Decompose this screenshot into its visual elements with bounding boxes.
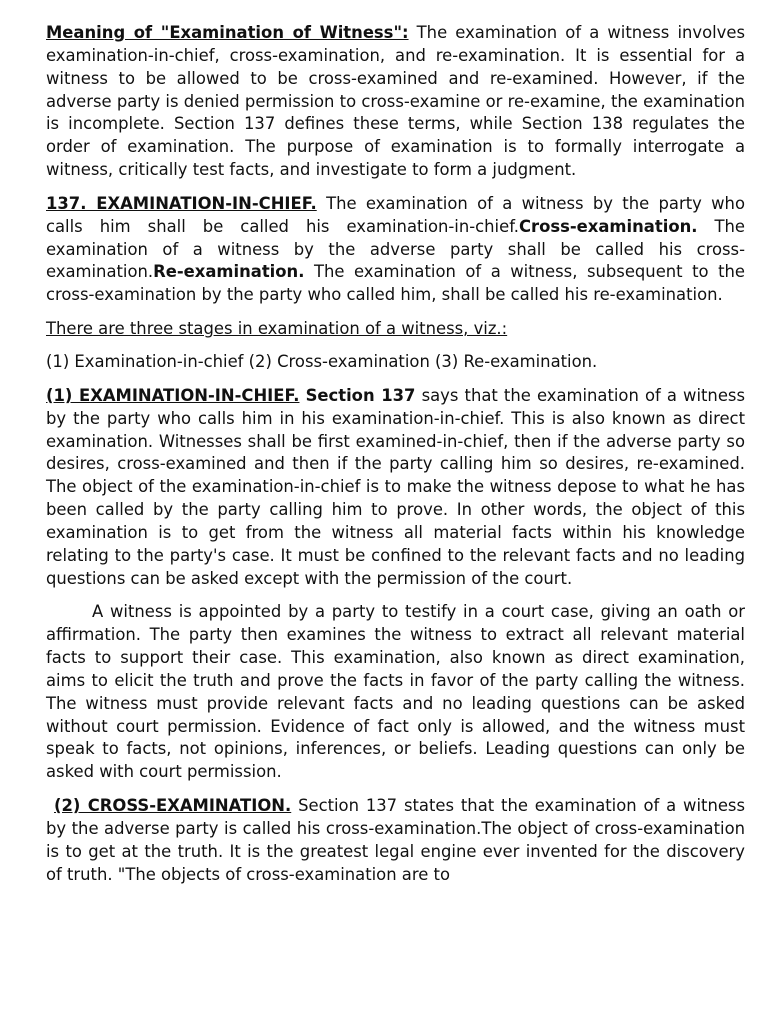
cross-examination-paragraph [46, 795, 745, 886]
re-examination-term: Re-examination. [153, 262, 305, 282]
stages-list-paragraph [46, 351, 745, 374]
meaning-paragraph [46, 22, 745, 182]
examination-in-chief-paragraph [46, 385, 745, 591]
witness-appointed-paragraph [46, 601, 745, 784]
section-137-paragraph [46, 193, 745, 307]
stages-list: (1) Examination-in-chief (2) Cross-examination (3) Re-examination. [46, 351, 598, 371]
cross-examination-body: Section 137 states that the examination of a witness by the adverse party is called his cross-examination.The object of cross-examination is to get at the truth. It is the greatest legal engine ever invented for the discovery of truth. "The objects of cross-examination are to [46, 796, 745, 884]
section-137-chief-text: The examination of a witness by the party who calls him shall be called his examination-in-chief. [46, 193, 745, 236]
meaning-body: The examination of a witness involves examination-in-chief, cross-examination, and re-examination. It is essential for a witness to be allowed to be cross-examined and re-examined. However, if the adverse party is denied permission to cross-examine or re-examine, the examination is incomplete. Section 137 defines these terms, while Section 138 regulates the order of examination. The purpose of examination is to formally interrogate a witness, critically test facts, and investigate to form a judgment. [46, 23, 745, 180]
section-137-reference: Section 137 [305, 385, 416, 405]
witness-appointed-body: A witness is appointed by a party to testify in a court case, giving an oath or affirmation. The party then examines the witness to extract all relevant material facts to support their case. This examination, also known as direct examination, aims to elicit the truth and prove the facts in favor of the party calling the witness. The witness must provide relevant facts and no leading questions can be asked without court permission. Evidence of fact only is allowed, and the witness must speak to facts, not opinions, inferences, or beliefs. Leading questions can only be asked with court permission. [46, 602, 745, 782]
section-137-cross-text: The examination of a witness by the adverse party shall be called his cross-examination. [46, 216, 746, 282]
cross-examination-heading-text: (2) CROSS-EXAMINATION. [54, 796, 292, 816]
section-137-re-text: The examination of a witness, subsequent to the cross-examination by the party who called him, shall be called his re-examination. [46, 262, 745, 305]
cross-examination-heading [46, 796, 291, 815]
stages-lead-paragraph [46, 318, 745, 341]
examination-in-chief-heading: (1) EXAMINATION-IN-CHIEF. [46, 385, 300, 405]
meaning-heading: Meaning of "Examination of Witness": [46, 23, 409, 42]
stages-lead: There are three stages in examination of a witness, viz.: [46, 319, 508, 339]
section-137-heading: 137. EXAMINATION-IN-CHIEF. [46, 193, 317, 213]
examination-in-chief-body: says that the examination of a witness by the party who calls him in his examination-in-chief. This is also known as direct examination. Witnesses shall be first examined-in-chief, then if the adverse party so desires, cross-examined and then if the party calling him so desires, re-examined. The object of the examination-in-chief is to make the witness depose to what he has been called by the party calling him to prove. In other words, the object of this examination is to get from the witness all material facts within his knowledge relating to the party's case. It must be confined to the relevant facts and no leading questions can be asked except with the permission of the court. [46, 385, 745, 588]
cross-examination-term: Cross-examination. [519, 216, 698, 236]
